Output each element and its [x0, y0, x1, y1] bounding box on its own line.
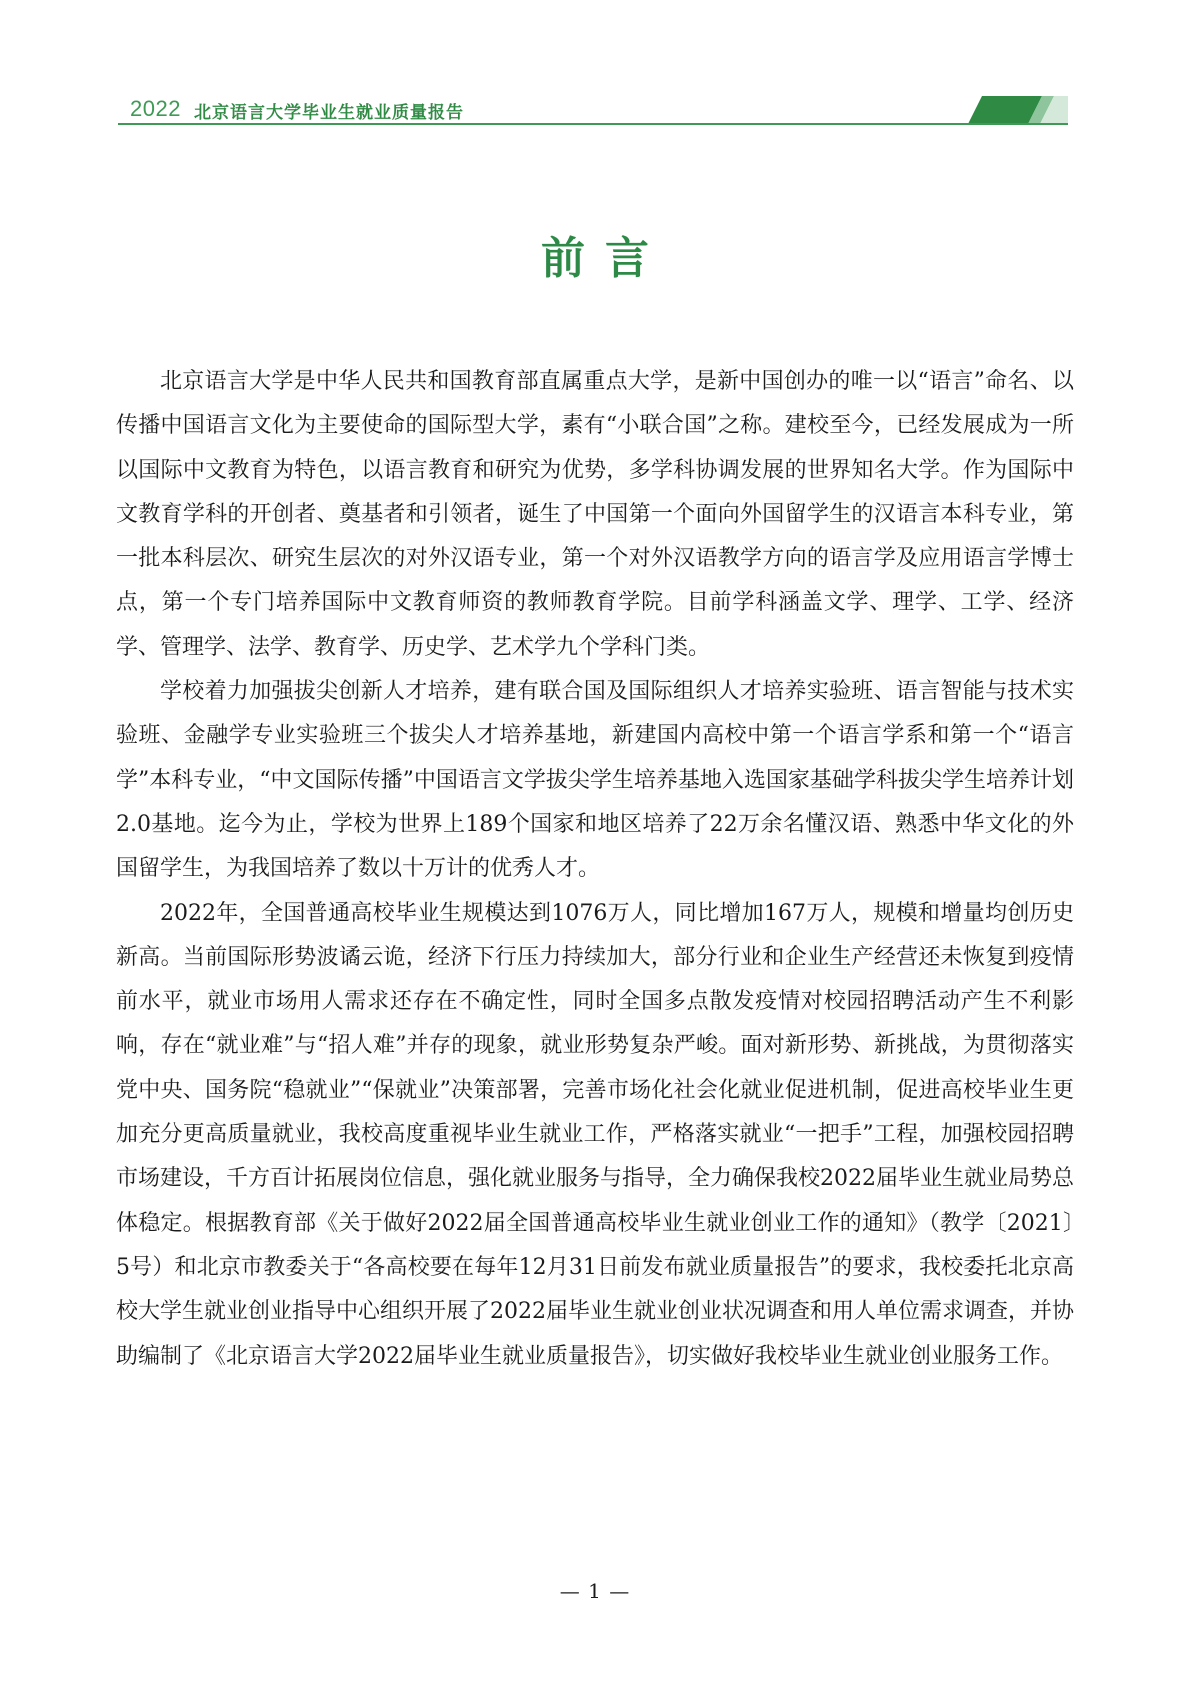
header-year: 2022: [130, 96, 181, 121]
header-rule: [118, 123, 1068, 125]
paragraph-talent-cultivation: 学校着力加强拔尖创新人才培养，建有联合国及国际组织人才培养实验班、语言智能与技术实验班、金融学专业实验班三个拔尖人才培养基地，新建国内高校中第一个语言学系和第一个“语言学”本科专业，“中文国际传播”中国语言文学拔尖学生培养基地入选国家基础学科拔尖学生培养计划2.0基地。迄今为止，学校为世界上189个国家和地区培养了22万余名懂汉语、熟悉中华文化的外国留学生，为我国培养了数以十万计的优秀人才。: [116, 679, 1074, 882]
header-title: 北京语言大学毕业生就业质量报告: [194, 103, 464, 123]
paragraph-employment-2022: 2022年，全国普通高校毕业生规模达到1076万人，同比增加167万人，规模和增量均创历史新高。当前国际形势波谲云诡，经济下行压力持续加大，部分行业和企业生产经营还未恢复到疫情前水平，就业市场用人需求还存在不确定性，同时全国多点散发疫情对校园招聘活动产生不利影响，存在“就业难”与“招人难”并存的现象，就业形势复杂严峻。面对新形势、新挑战，为贯彻落实党中央、国务院“稳就业”“保就业”决策部署，完善市场化社会化就业促进机制，促进高校毕业生更加充分更高质量就业，我校高度重视毕业生就业工作，严格落实就业“一把手”工程，加强校园招聘市场建设，千方百计拓展岗位信息，强化就业服务与指导，全力确保我校2022届毕业生就业局势总体稳定。根据教育部《关于做好2022届全国普通高校毕业生就业创业工作的通知》（教学〔2021〕5号）和北京市教委关于“各高校要在每年12月31日前发布就业质量报告”的要求，我校委托北京高校大学生就业创业指导中心组织开展了2022届毕业生就业创业状况调查和用人单位需求调查，并协助编制了《北京语言大学2022届毕业生就业质量报告》，切实做好我校毕业生就业创业服务工作。: [116, 900, 1074, 1369]
page-number: — 1 —: [559, 1579, 631, 1603]
header-decoration: [968, 96, 1068, 124]
page-header: [118, 86, 1068, 126]
page-title: 前言: [541, 233, 669, 284]
paragraph-intro: 北京语言大学是中华人民共和国教育部直属重点大学，是新中国创办的唯一以“语言”命名、以传播中国语言文化为主要使命的国际型大学，素有“小联合国”之称。建校至今，已经发展成为一所以国际中文教育为特色，以语言教育和研究为优势，多学科协调发展的世界知名大学。作为国际中文教育学科的开创者、奠基者和引领者，诞生了中国第一个面向外国留学生的汉语言本科专业，第一批本科层次、研究生层次的对外汉语专业，第一个对外汉语教学方向的语言学及应用语言学博士点，第一个专门培养国际中文教育师资的教师教育学院。目前学科涵盖文学、理学、工学、经济学、管理学、法学、教育学、历史学、艺术学九个学科门类。: [116, 369, 1074, 660]
body-text: [116, 360, 1074, 1379]
